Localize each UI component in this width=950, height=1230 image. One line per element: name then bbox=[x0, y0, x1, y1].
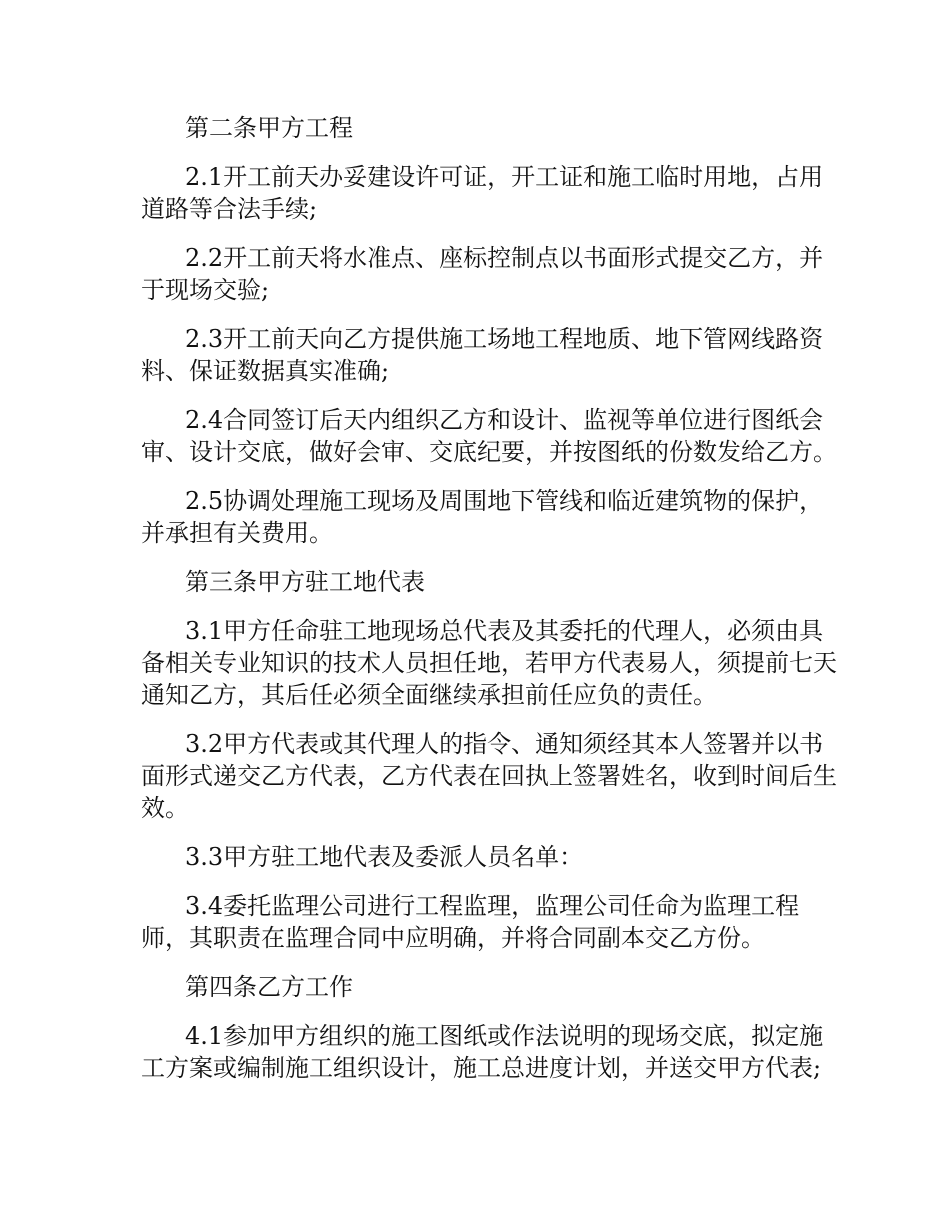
clause-3-2: 3.2甲方代表或其代理人的指令、通知须经其本人签署并以书面形式递交乙方代表，乙方代表在回执上签署姓名，收到时间后生效。 bbox=[141, 730, 837, 822]
clause-4-1: 4.1参加甲方组织的施工图纸或作法说明的现场交底，拟定施工方案或编制施工组织设计，施工总进度计划，并送交甲方代表; bbox=[141, 1022, 824, 1082]
section-heading-4: 第四条乙方工作 bbox=[185, 973, 353, 1001]
clause-3-4: 3.4委托监理公司进行工程监理，监理公司任命为监理工程师，其职责在监理合同中应明确，并将合同副本交乙方份。 bbox=[141, 892, 800, 952]
section-heading-2: 第二条甲方工程 bbox=[185, 114, 353, 142]
clause-2-1: 2.1开工前天办妥建设许可证，开工证和施工临时用地，占用道路等合法手续; bbox=[141, 163, 824, 223]
clause-2-3: 2.3开工前天向乙方提供施工场地工程地质、地下管网线路资料、保证数据真实准确; bbox=[141, 325, 824, 385]
clause-3-1: 3.1甲方任命驻工地现场总代表及其委托的代理人，必须由具备相关专业知识的技术人员担任地，若甲方代表易人，须提前七天通知乙方，其后任必须全面继续承担前任应负的责任。 bbox=[141, 617, 837, 709]
section-heading-3: 第三条甲方驻工地代表 bbox=[185, 568, 425, 596]
clause-3-3: 3.3甲方驻工地代表及委派人员名单： bbox=[185, 843, 584, 871]
clause-2-5: 2.5协调处理施工现场及周围地下管线和临近建筑物的保护，并承担有关费用。 bbox=[141, 487, 824, 547]
clause-2-2: 2.2开工前天将水准点、座标控制点以书面形式提交乙方，并于现场交验; bbox=[141, 244, 824, 304]
document-page bbox=[141, 112, 841, 1101]
clause-2-4: 2.4合同签订后天内组织乙方和设计、监视等单位进行图纸会审、设计交底，做好会审、交底纪要，并按图纸的份数发给乙方。 bbox=[141, 406, 837, 466]
